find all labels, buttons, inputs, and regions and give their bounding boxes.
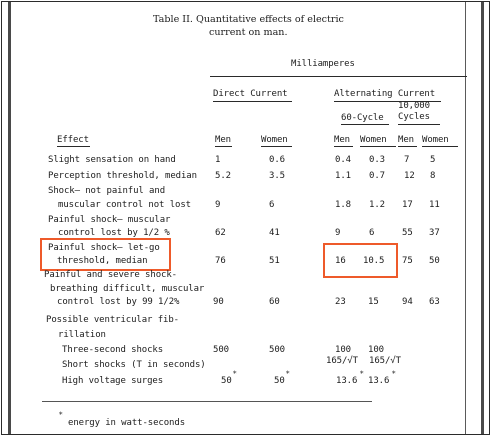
- cell-dc-women: 0.6: [269, 155, 285, 165]
- effect-header: Effect: [57, 135, 89, 145]
- col-dc-men-underline: [215, 146, 232, 147]
- cell-ac60-women: 6: [369, 228, 375, 238]
- col-ac60-women: Women: [360, 135, 387, 145]
- cell-ac60-women: 0.3: [369, 155, 385, 165]
- col-dc-women: Women: [261, 135, 288, 145]
- effect-line: Possible ventricular fib-: [46, 315, 179, 325]
- effect-line: control lost by 1/2 %: [58, 228, 170, 238]
- col-ac10k-men-underline: [398, 146, 417, 147]
- effect-line: High voltage surges: [62, 376, 164, 386]
- cell-ac60-men: 165/√T: [326, 356, 358, 366]
- footnote-marker: *: [286, 370, 290, 378]
- cell-ac10k-men: 55: [402, 228, 413, 238]
- cell-ac10k-men: 75: [402, 256, 413, 266]
- cell-ac10k-women: 50: [429, 256, 440, 266]
- cell-ac10k-men: 7: [404, 155, 410, 165]
- footnote-marker: *: [392, 370, 396, 378]
- cell-ac60-women: 10.5: [363, 256, 385, 266]
- effect-line: muscular control not lost: [58, 200, 191, 210]
- cell-ac10k-men: 94: [402, 297, 413, 307]
- col-ac60-women-underline: [360, 146, 396, 147]
- cell-ac60-men: 16: [335, 256, 346, 266]
- cell-dc-men: 1: [215, 155, 221, 165]
- cell-ac60-women: 15: [368, 297, 379, 307]
- cell-dc-women: 41: [269, 228, 280, 238]
- cell-ac60-women: 165/√T: [369, 356, 401, 366]
- cell-dc-men: 76: [215, 256, 226, 266]
- cell-ac60-women: 13.6: [368, 376, 390, 386]
- cell-dc-men: 500: [213, 345, 229, 355]
- cell-ac10k-women: 37: [429, 228, 440, 238]
- scan-border-right: [481, 2, 484, 434]
- effect-underline: [57, 146, 90, 147]
- cell-ac10k-men: 17: [402, 200, 413, 210]
- cycles-60: 60-Cycle: [341, 113, 384, 123]
- cell-ac60-men: 9: [335, 228, 341, 238]
- cell-ac60-men: 23: [335, 297, 346, 307]
- effect-line: Painful and severe shock-: [44, 270, 177, 280]
- cell-ac60-men: 13.6: [336, 376, 358, 386]
- cycles-10000-line1: 10,000: [398, 101, 430, 111]
- effect-line: Slight sensation on hand: [48, 155, 176, 165]
- dc-header: Direct Current: [213, 89, 288, 99]
- cell-ac60-men: 100: [335, 345, 351, 355]
- col-ac60-men-underline: [334, 146, 353, 147]
- footnote-text: energy in watt-seconds: [68, 418, 186, 428]
- cell-ac10k-women: 11: [429, 200, 440, 210]
- table-title-line1: Table II. Quantitative effects of electric: [153, 14, 344, 25]
- cell-ac60-men: 0.4: [335, 155, 351, 165]
- cell-dc-women: 3.5: [269, 171, 285, 181]
- cell-ac10k-women: 63: [429, 297, 440, 307]
- cell-ac60-women: 1.2: [369, 200, 385, 210]
- cell-dc-men: 9: [215, 200, 221, 210]
- unit-header: Milliamperes: [291, 59, 355, 69]
- cell-dc-men: 50: [221, 376, 232, 386]
- effect-line: control lost by 99 1/2%: [57, 297, 180, 307]
- scan-border-left: [8, 2, 11, 434]
- col-ac60-men: Men: [334, 135, 350, 145]
- col-dc-women-underline: [261, 146, 292, 147]
- col-ac10k-women-underline: [422, 146, 458, 147]
- cell-dc-women: 50: [274, 376, 285, 386]
- cell-dc-men: 90: [213, 297, 224, 307]
- effect-line: Three-second shocks: [62, 345, 164, 355]
- cycles-10000-line2: Cycles: [398, 112, 430, 122]
- cell-ac60-men: 1.8: [335, 200, 351, 210]
- cycles-60-underline: [341, 124, 389, 125]
- footnote-rule: [42, 401, 372, 402]
- effect-line: Perception threshold, median: [48, 171, 197, 181]
- cell-ac60-women: 100: [368, 345, 384, 355]
- cell-ac10k-women: 8: [430, 171, 436, 181]
- effect-line: Painful shock— muscular: [48, 215, 171, 225]
- cell-dc-women: 6: [269, 200, 275, 210]
- footnote-marker: *: [233, 370, 237, 378]
- table-title-line2: current on man.: [209, 27, 288, 38]
- col-dc-men: Men: [215, 135, 231, 145]
- cell-ac60-men: 1.1: [335, 171, 351, 181]
- footnote-marker: *: [360, 370, 364, 378]
- effect-line: Painful shock— let-go: [48, 243, 160, 253]
- cell-dc-men: 5.2: [215, 171, 231, 181]
- col-ac10k-men: Men: [398, 135, 414, 145]
- cell-ac10k-men: 12: [404, 171, 415, 181]
- unit-underline: [210, 76, 467, 77]
- col-ac10k-women: Women: [422, 135, 449, 145]
- ac-header: Alternating Current: [334, 89, 436, 99]
- cell-dc-women: 500: [269, 345, 285, 355]
- dc-underline: [213, 101, 292, 102]
- cell-ac60-women: 0.7: [369, 171, 385, 181]
- cell-dc-women: 51: [269, 256, 280, 266]
- effect-line: Shock— not painful and: [48, 186, 166, 196]
- cycles-10000-underline: [398, 124, 440, 125]
- cell-ac10k-women: 5: [430, 155, 436, 165]
- effect-line: threshold, median: [57, 256, 148, 266]
- cell-dc-men: 62: [215, 228, 226, 238]
- page-edge-line: [465, 2, 466, 434]
- effect-line: breathing difficult, muscular: [50, 284, 205, 294]
- cell-dc-women: 60: [269, 297, 280, 307]
- footnote-marker: *: [59, 411, 63, 419]
- effect-line: Short shocks (T in seconds): [62, 360, 206, 370]
- effect-line: rillation: [58, 330, 106, 340]
